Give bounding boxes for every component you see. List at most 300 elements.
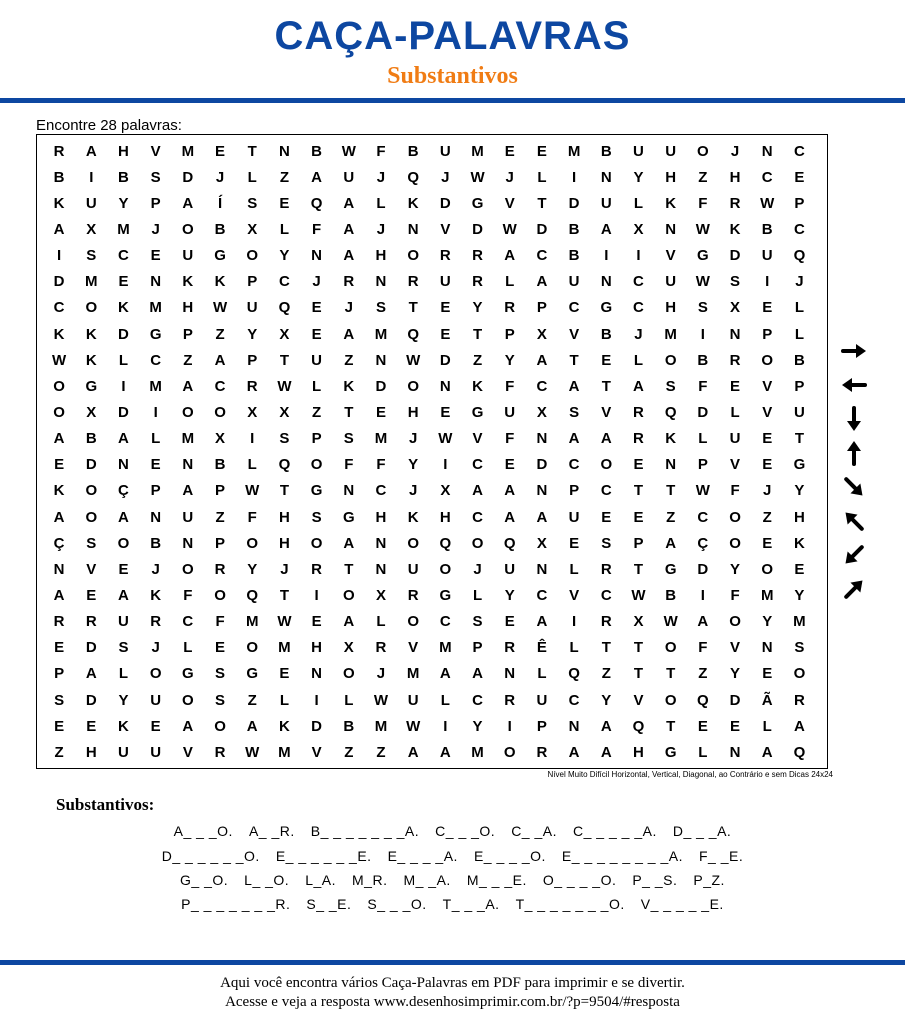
grid-letter[interactable]: C <box>633 273 644 291</box>
grid-letter[interactable]: E <box>730 377 741 395</box>
grid-letter[interactable]: O <box>214 403 226 421</box>
grid-letter[interactable]: I <box>572 613 577 631</box>
grid-letter[interactable]: D <box>53 273 65 291</box>
grid-letter[interactable]: M <box>567 142 581 160</box>
grid-letter[interactable]: X <box>215 430 226 448</box>
grid-letter[interactable]: O <box>53 377 65 395</box>
grid-letter[interactable]: N <box>665 220 677 238</box>
grid-letter[interactable]: W <box>760 194 775 212</box>
grid-letter[interactable]: K <box>665 430 677 448</box>
grid-letter[interactable]: O <box>182 560 194 578</box>
grid-letter[interactable]: W <box>212 299 228 317</box>
grid-letter[interactable]: J <box>730 142 740 160</box>
grid-letter[interactable]: U <box>568 508 580 526</box>
grid-letter[interactable]: P <box>182 325 193 343</box>
grid-letter[interactable]: Q <box>407 168 419 186</box>
grid-letter[interactable]: D <box>697 403 709 421</box>
grid-letter[interactable]: I <box>443 717 448 735</box>
grid-letter[interactable]: H <box>407 403 419 421</box>
grid-letter[interactable]: C <box>536 586 548 604</box>
grid-letter[interactable]: O <box>342 665 355 683</box>
grid-letter[interactable]: V <box>601 403 612 421</box>
grid-letter[interactable]: C <box>761 168 773 186</box>
grid-letter[interactable]: B <box>343 717 355 735</box>
grid-letter[interactable]: R <box>53 613 65 631</box>
grid-letter[interactable]: U <box>665 142 677 160</box>
grid-letter[interactable]: B <box>600 142 612 160</box>
grid-letter[interactable]: A <box>214 351 226 369</box>
grid-letter[interactable]: N <box>504 665 516 683</box>
grid-letter[interactable]: K <box>343 377 355 395</box>
grid-letter[interactable]: L <box>698 430 708 448</box>
grid-letter[interactable]: S <box>215 665 226 683</box>
grid-letter[interactable]: T <box>408 299 418 317</box>
grid-letter[interactable]: I <box>507 717 512 735</box>
grid-letter[interactable]: K <box>665 194 677 212</box>
grid-letter[interactable]: Ê <box>536 639 547 657</box>
grid-letter[interactable]: U <box>343 168 355 186</box>
grid-letter[interactable]: E <box>118 560 129 578</box>
grid-letter[interactable]: J <box>151 639 160 657</box>
grid-letter[interactable]: O <box>471 534 484 552</box>
grid-letter[interactable]: P <box>215 534 226 552</box>
grid-letter[interactable]: A <box>182 482 194 500</box>
grid-letter[interactable]: P <box>150 482 161 500</box>
grid-letter[interactable]: U <box>85 194 97 212</box>
grid-letter[interactable]: B <box>568 247 580 265</box>
grid-letter[interactable]: B <box>311 142 323 160</box>
grid-letter[interactable]: Q <box>439 534 452 552</box>
grid-letter[interactable]: R <box>407 273 419 291</box>
grid-letter[interactable]: E <box>215 639 226 657</box>
grid-letter[interactable]: L <box>537 168 547 186</box>
grid-letter[interactable]: Y <box>762 613 773 631</box>
grid-letter[interactable]: A <box>600 717 612 735</box>
grid-letter[interactable]: I <box>443 456 448 474</box>
grid-letter[interactable]: A <box>118 586 129 604</box>
grid-letter[interactable]: Y <box>247 325 258 343</box>
grid-letter[interactable]: K <box>53 325 65 343</box>
grid-letter[interactable]: W <box>52 351 67 369</box>
grid-letter[interactable]: G <box>182 665 194 683</box>
grid-letter[interactable]: Z <box>601 665 611 683</box>
grid-letter[interactable]: I <box>765 273 770 291</box>
grid-letter[interactable]: N <box>600 168 612 186</box>
grid-letter[interactable]: N <box>761 639 773 657</box>
grid-letter[interactable]: G <box>149 325 162 343</box>
grid-letter[interactable]: G <box>214 247 226 265</box>
grid-letter[interactable]: S <box>472 613 483 631</box>
grid-letter[interactable]: A <box>343 534 355 552</box>
grid-letter[interactable]: C <box>182 613 194 631</box>
grid-letter[interactable]: V <box>730 456 741 474</box>
grid-letter[interactable]: L <box>698 743 708 761</box>
grid-letter[interactable]: Y <box>601 691 612 709</box>
grid-letter[interactable]: M <box>149 299 162 317</box>
grid-letter[interactable]: M <box>374 717 388 735</box>
grid-letter[interactable]: Z <box>215 508 225 526</box>
grid-letter[interactable]: L <box>472 586 483 604</box>
grid-letter[interactable]: Y <box>472 299 483 317</box>
grid-letter[interactable]: D <box>536 220 548 238</box>
grid-letter[interactable]: T <box>279 482 289 500</box>
grid-letter[interactable]: R <box>375 639 387 657</box>
grid-letter[interactable]: J <box>215 168 225 186</box>
grid-letter[interactable]: O <box>149 665 162 683</box>
grid-letter[interactable]: C <box>472 691 483 709</box>
grid-letter[interactable]: A <box>568 430 580 448</box>
grid-letter[interactable]: F <box>312 220 322 238</box>
grid-letter[interactable]: P <box>697 456 708 474</box>
grid-letter[interactable]: V <box>633 691 644 709</box>
grid-letter[interactable]: D <box>472 220 483 238</box>
grid-letter[interactable]: B <box>53 168 65 186</box>
grid-letter[interactable]: B <box>793 351 805 369</box>
grid-letter[interactable]: J <box>344 299 353 317</box>
grid-letter[interactable]: G <box>85 377 98 395</box>
grid-letter[interactable]: Q <box>793 247 806 265</box>
grid-letter[interactable]: Y <box>472 717 483 735</box>
grid-letter[interactable]: H <box>633 743 644 761</box>
grid-letter[interactable]: W <box>373 691 389 709</box>
grid-letter[interactable]: E <box>794 168 805 186</box>
grid-letter[interactable]: R <box>214 560 226 578</box>
grid-letter[interactable]: E <box>730 717 741 735</box>
grid-letter[interactable]: E <box>54 639 65 657</box>
grid-letter[interactable]: O <box>182 220 194 238</box>
grid-letter[interactable]: C <box>793 142 805 160</box>
grid-letter[interactable]: D <box>536 456 548 474</box>
grid-letter[interactable]: V <box>86 560 97 578</box>
grid-letter[interactable]: E <box>150 717 161 735</box>
grid-letter[interactable]: W <box>663 613 678 631</box>
grid-letter[interactable]: S <box>697 299 708 317</box>
grid-letter[interactable]: E <box>279 194 290 212</box>
grid-letter[interactable]: L <box>279 691 289 709</box>
grid-letter[interactable]: L <box>505 273 515 291</box>
grid-letter[interactable]: U <box>439 142 451 160</box>
grid-letter[interactable]: B <box>150 534 162 552</box>
grid-letter[interactable]: U <box>793 403 805 421</box>
grid-letter[interactable]: E <box>794 560 805 578</box>
grid-letter[interactable]: Ã <box>761 691 773 709</box>
grid-letter[interactable]: C <box>633 299 644 317</box>
grid-letter[interactable]: M <box>374 325 388 343</box>
grid-letter[interactable]: H <box>665 299 677 317</box>
grid-letter[interactable]: P <box>247 273 258 291</box>
grid-letter[interactable]: K <box>407 508 419 526</box>
grid-letter[interactable]: X <box>86 403 97 421</box>
grid-letter[interactable]: E <box>601 351 612 369</box>
grid-letter[interactable]: Y <box>118 194 129 212</box>
grid-letter[interactable]: U <box>600 194 612 212</box>
grid-letter[interactable]: O <box>664 691 677 709</box>
grid-letter[interactable]: Q <box>697 691 709 709</box>
grid-letter[interactable]: Q <box>407 325 419 343</box>
grid-letter[interactable]: O <box>214 717 226 735</box>
grid-letter[interactable]: O <box>407 534 419 552</box>
grid-letter[interactable]: H <box>278 508 290 526</box>
grid-letter[interactable]: I <box>700 586 705 604</box>
grid-letter[interactable]: A <box>633 377 644 395</box>
grid-letter[interactable]: E <box>311 613 322 631</box>
grid-letter[interactable]: T <box>633 560 644 578</box>
grid-letter[interactable]: H <box>311 639 323 657</box>
grid-letter[interactable]: O <box>503 743 516 761</box>
grid-letter[interactable]: E <box>150 247 161 265</box>
grid-letter[interactable]: O <box>85 508 98 526</box>
grid-letter[interactable]: A <box>343 220 355 238</box>
grid-letter[interactable]: A <box>118 508 129 526</box>
grid-letter[interactable]: P <box>536 717 547 735</box>
grid-letter[interactable]: A <box>53 586 65 604</box>
grid-letter[interactable]: Z <box>344 351 354 369</box>
grid-letter[interactable]: A <box>504 508 516 526</box>
grid-letter[interactable]: R <box>246 377 258 395</box>
grid-letter[interactable]: T <box>569 351 579 369</box>
grid-letter[interactable]: W <box>341 142 356 160</box>
grid-letter[interactable]: U <box>407 560 419 578</box>
grid-letter[interactable]: A <box>343 613 355 631</box>
grid-letter[interactable]: P <box>54 665 65 683</box>
grid-letter[interactable]: O <box>246 639 259 657</box>
grid-letter[interactable]: J <box>312 273 321 291</box>
grid-letter[interactable]: K <box>85 351 97 369</box>
grid-letter[interactable]: L <box>633 194 644 212</box>
grid-letter[interactable]: Q <box>568 665 580 683</box>
grid-letter[interactable]: T <box>666 482 676 500</box>
grid-letter[interactable]: E <box>311 299 322 317</box>
grid-letter[interactable]: U <box>729 430 741 448</box>
grid-letter[interactable]: L <box>633 351 644 369</box>
grid-letter[interactable]: S <box>375 299 386 317</box>
grid-letter[interactable]: N <box>568 717 580 735</box>
grid-letter[interactable]: A <box>343 194 355 212</box>
grid-letter[interactable]: U <box>118 743 129 761</box>
grid-letter[interactable]: Y <box>794 586 805 604</box>
grid-letter[interactable]: C <box>536 377 548 395</box>
grid-letter[interactable]: I <box>604 247 609 265</box>
grid-letter[interactable]: N <box>407 220 419 238</box>
grid-letter[interactable]: M <box>406 665 420 683</box>
grid-letter[interactable]: U <box>504 560 516 578</box>
grid-letter[interactable]: K <box>729 220 741 238</box>
grid-letter[interactable]: F <box>376 142 386 160</box>
grid-letter[interactable]: A <box>504 482 516 500</box>
grid-letter[interactable]: H <box>665 168 677 186</box>
grid-letter[interactable]: Ç <box>53 534 65 552</box>
grid-letter[interactable]: I <box>89 168 94 186</box>
grid-letter[interactable]: N <box>665 456 677 474</box>
grid-letter[interactable]: L <box>118 665 129 683</box>
grid-letter[interactable]: W <box>695 482 710 500</box>
grid-letter[interactable]: O <box>117 534 130 552</box>
grid-letter[interactable]: E <box>762 430 773 448</box>
grid-letter[interactable]: U <box>150 691 162 709</box>
grid-letter[interactable]: G <box>664 743 677 761</box>
grid-letter[interactable]: E <box>150 456 161 474</box>
grid-letter[interactable]: A <box>536 351 548 369</box>
grid-letter[interactable]: U <box>633 142 644 160</box>
grid-letter[interactable]: J <box>376 665 386 683</box>
grid-letter[interactable]: U <box>407 691 419 709</box>
grid-letter[interactable]: J <box>441 168 450 186</box>
grid-letter[interactable]: D <box>697 560 709 578</box>
grid-letter[interactable]: T <box>633 665 644 683</box>
grid-letter[interactable]: D <box>118 325 129 343</box>
grid-letter[interactable]: D <box>568 194 580 212</box>
grid-letter[interactable]: Z <box>698 665 708 683</box>
grid-letter[interactable]: N <box>118 456 129 474</box>
grid-letter[interactable]: A <box>53 508 65 526</box>
grid-letter[interactable]: M <box>245 613 259 631</box>
grid-letter[interactable]: A <box>793 717 805 735</box>
grid-letter[interactable]: D <box>375 377 387 395</box>
grid-letter[interactable]: M <box>149 377 162 395</box>
grid-letter[interactable]: S <box>665 377 676 395</box>
grid-letter[interactable]: Y <box>408 456 419 474</box>
grid-letter[interactable]: I <box>153 403 158 421</box>
grid-letter[interactable]: W <box>695 273 710 291</box>
grid-letter[interactable]: D <box>311 717 323 735</box>
grid-letter[interactable]: Z <box>666 508 676 526</box>
grid-letter[interactable]: T <box>666 665 676 683</box>
grid-letter[interactable]: U <box>761 247 773 265</box>
grid-letter[interactable]: A <box>53 430 65 448</box>
grid-letter[interactable]: O <box>697 142 709 160</box>
grid-letter[interactable]: W <box>631 586 646 604</box>
grid-letter[interactable]: C <box>118 247 129 265</box>
grid-letter[interactable]: Y <box>504 351 515 369</box>
grid-letter[interactable]: X <box>279 403 290 421</box>
grid-letter[interactable]: B <box>214 456 226 474</box>
grid-letter[interactable]: E <box>375 403 386 421</box>
grid-letter[interactable]: Q <box>310 194 323 212</box>
grid-letter[interactable]: H <box>85 743 97 761</box>
grid-letter[interactable]: V <box>504 194 515 212</box>
grid-letter[interactable]: N <box>375 534 387 552</box>
grid-letter[interactable]: S <box>86 534 97 552</box>
grid-letter[interactable]: D <box>85 691 97 709</box>
grid-letter[interactable]: I <box>314 586 319 604</box>
grid-letter[interactable]: T <box>601 377 611 395</box>
grid-letter[interactable]: E <box>569 534 580 552</box>
grid-letter[interactable]: J <box>795 273 804 291</box>
grid-letter[interactable]: M <box>181 430 195 448</box>
grid-letter[interactable]: L <box>183 639 193 657</box>
grid-letter[interactable]: G <box>600 299 613 317</box>
grid-letter[interactable]: B <box>85 430 97 448</box>
grid-letter[interactable]: V <box>311 743 322 761</box>
grid-letter[interactable]: M <box>278 639 291 657</box>
grid-letter[interactable]: G <box>471 403 484 421</box>
grid-letter[interactable]: G <box>793 456 806 474</box>
grid-letter[interactable]: E <box>311 325 322 343</box>
grid-letter[interactable]: V <box>569 586 580 604</box>
grid-letter[interactable]: A <box>600 430 612 448</box>
grid-letter[interactable]: O <box>182 691 194 709</box>
grid-letter[interactable]: P <box>472 639 483 657</box>
grid-letter[interactable]: Y <box>730 665 741 683</box>
grid-letter[interactable]: K <box>118 717 129 735</box>
grid-letter[interactable]: C <box>568 299 580 317</box>
grid-letter[interactable]: C <box>375 482 387 500</box>
grid-letter[interactable]: N <box>729 743 741 761</box>
grid-letter[interactable]: E <box>762 456 773 474</box>
grid-letter[interactable]: R <box>343 273 355 291</box>
grid-letter[interactable]: A <box>182 194 194 212</box>
grid-letter[interactable]: Y <box>730 560 741 578</box>
grid-letter[interactable]: Ç <box>697 534 709 552</box>
grid-letter[interactable]: B <box>761 220 773 238</box>
grid-letter[interactable]: K <box>53 482 65 500</box>
grid-letter[interactable]: X <box>536 325 547 343</box>
grid-letter[interactable]: Z <box>183 351 193 369</box>
grid-letter[interactable]: E <box>440 299 451 317</box>
grid-letter[interactable]: X <box>375 586 386 604</box>
grid-letter[interactable]: L <box>762 717 772 735</box>
grid-letter[interactable]: M <box>471 142 484 160</box>
grid-letter[interactable]: O <box>729 613 741 631</box>
grid-letter[interactable]: C <box>53 299 65 317</box>
grid-letter[interactable]: S <box>794 639 805 657</box>
grid-letter[interactable]: O <box>182 403 194 421</box>
grid-letter[interactable]: K <box>118 299 129 317</box>
grid-letter[interactable]: C <box>568 691 580 709</box>
grid-letter[interactable]: I <box>121 377 126 395</box>
grid-letter[interactable]: E <box>697 717 708 735</box>
grid-letter[interactable]: J <box>473 560 482 578</box>
grid-letter[interactable]: C <box>150 351 162 369</box>
grid-letter[interactable]: W <box>245 482 260 500</box>
grid-letter[interactable]: Y <box>504 586 515 604</box>
grid-letter[interactable]: X <box>633 220 644 238</box>
grid-letter[interactable]: R <box>53 142 65 160</box>
grid-letter[interactable]: K <box>85 325 97 343</box>
grid-letter[interactable]: N <box>375 273 387 291</box>
grid-letter[interactable]: C <box>214 377 226 395</box>
grid-letter[interactable]: O <box>85 299 98 317</box>
grid-letter[interactable]: K <box>278 717 290 735</box>
grid-letter[interactable]: E <box>504 613 515 631</box>
grid-letter[interactable]: U <box>311 351 323 369</box>
grid-letter[interactable]: C <box>697 508 709 526</box>
grid-letter[interactable]: D <box>729 247 741 265</box>
grid-letter[interactable]: E <box>633 508 644 526</box>
grid-letter[interactable]: C <box>600 586 612 604</box>
grid-letter[interactable]: H <box>375 508 387 526</box>
grid-letter[interactable]: F <box>505 377 515 395</box>
grid-letter[interactable]: F <box>215 613 225 631</box>
grid-letter[interactable]: R <box>472 247 483 265</box>
grid-letter[interactable]: C <box>600 482 612 500</box>
grid-letter[interactable]: M <box>117 220 130 238</box>
grid-letter[interactable]: R <box>214 743 226 761</box>
grid-letter[interactable]: Z <box>312 403 322 421</box>
grid-letter[interactable]: L <box>247 168 257 186</box>
grid-letter[interactable]: E <box>504 456 515 474</box>
grid-letter[interactable]: S <box>54 691 65 709</box>
grid-letter[interactable]: K <box>793 534 805 552</box>
grid-letter[interactable]: Z <box>54 743 64 761</box>
grid-letter[interactable]: A <box>182 717 194 735</box>
grid-letter[interactable]: M <box>793 613 806 631</box>
grid-letter[interactable]: A <box>343 325 355 343</box>
grid-letter[interactable]: C <box>793 220 805 238</box>
grid-letter[interactable]: O <box>407 613 419 631</box>
grid-letter[interactable]: O <box>600 456 613 474</box>
grid-letter[interactable]: S <box>215 691 226 709</box>
